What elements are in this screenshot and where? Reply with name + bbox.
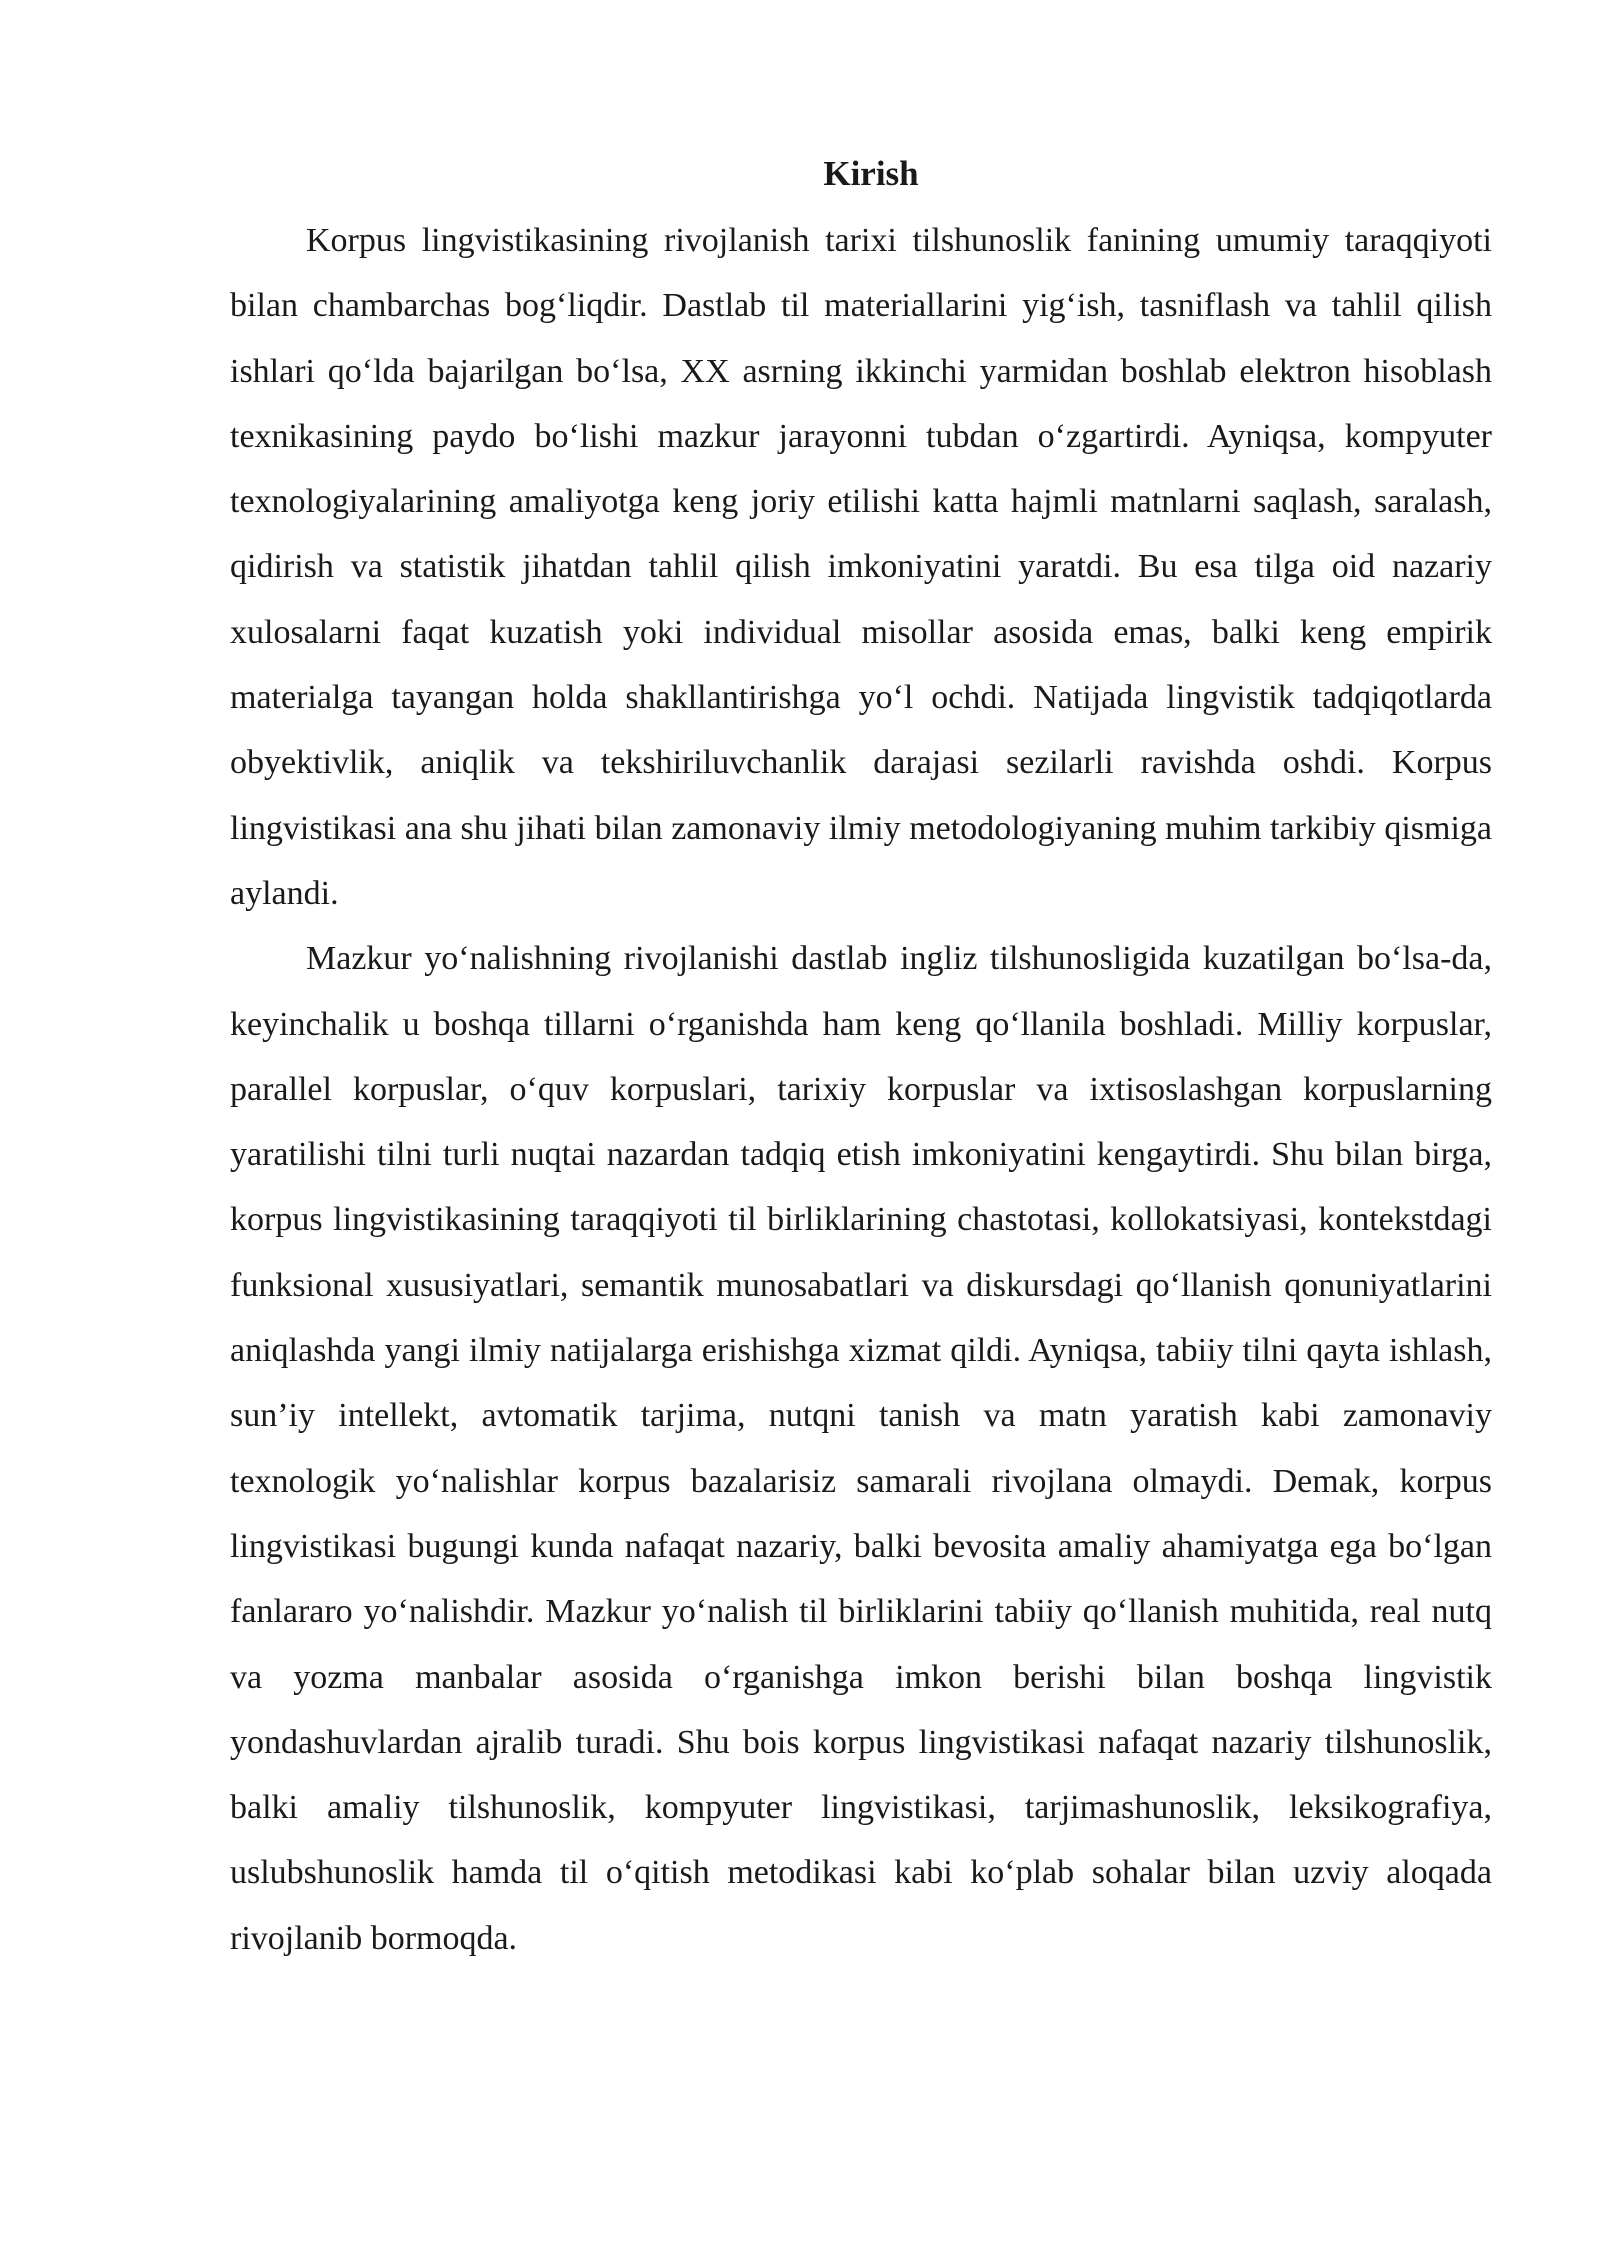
document-page [230,148,1492,1971]
paragraph-2: Mazkur yo‘nalishning rivojlanishi dastlab ingliz tilshunosligida kuzatilgan bo‘lsa-da, keyinchalik u boshqa tillarni o‘rganishda ham keng qo‘llanila boshladi. Milliy korpuslar, parallel korpuslar, o‘quv korpuslari, tarixiy korpuslar va ixtisoslashgan korpuslarning yaratilishi tilni turli nuqtai nazardan tadqiq etish imkoniyatini kengaytirdi. Shu bilan birga, korpus lingvistikasining taraqqiyoti til birliklarining chastotasi, kollokatsiyasi, kontekstdagi funksional xususiyatlari, semantik munosabatlari va diskursdagi qo‘llanish qonuniyatlarini aniqlashda yangi ilmiy natijalarga erishishga xizmat qildi. Ayniqsa, tabiiy tilni qayta ishlash, sun’iy intellekt, avtomatik tarjima, nutqni tanish va matn yaratish kabi zamonaviy texnologik yo‘nalishlar korpus bazalarisiz samarali rivojlana olmaydi. Demak, korpus lingvistikasi bugungi kunda nafaqat nazariy, balki bevosita amaliy ahamiyatga ega bo‘lgan fanlararo yo‘nalishdir. Mazkur yo‘nalish til birliklarini tabiiy qo‘llanish muhitida, real nutq va yozma manbalar asosida o‘rganishga imkon berishi bilan boshqa lingvistik yondashuvlardan ajralib turadi. Shu bois korpus lingvistikasi nafaqat nazariy tilshunoslik, balki amaliy tilshunoslik, kompyuter lingvistikasi, tarjimashunoslik, leksikografiya, uslubshunoslik hamda til o‘qitish metodikasi kabi ko‘plab sohalar bilan uzviy aloqada rivojlanib bormoqda. [230,940,1492,1957]
document-title: Kirish [823,154,919,193]
paragraph-1: Korpus lingvistikasining rivojlanish tarixi tilshunoslik fanining umumiy taraqqiyoti bilan chambarchas bog‘liqdir. Dastlab til materiallarini yig‘ish, tasniflash va tahlil qilish ishlari qo‘lda bajarilgan bo‘lsa, XX asrning ikkinchi yarmidan boshlab elektron hisoblash texnikasining paydo bo‘lishi mazkur jarayonni tubdan o‘zgartirdi. Ayniqsa, kompyuter texnologiyalarining amaliyotga keng joriy etilishi katta hajmli matnlarni saqlash, saralash, qidirish va statistik jihatdan tahlil qilish imkoniyatini yaratdi. Bu esa tilga oid nazariy xulosalarni faqat kuzatish yoki individual misollar asosida emas, balki keng empirik materialga tayangan holda shakllantirishga yo‘l ochdi. Natijada lingvistik tadqiqotlarda obyektivlik, aniqlik va tekshiriluvchanlik darajasi sezilarli ravishda oshdi. Korpus lingvistikasi ana shu jihati bilan zamonaviy ilmiy metodologiyaning muhim tarkibiy qismiga aylandi. [230,222,1492,912]
